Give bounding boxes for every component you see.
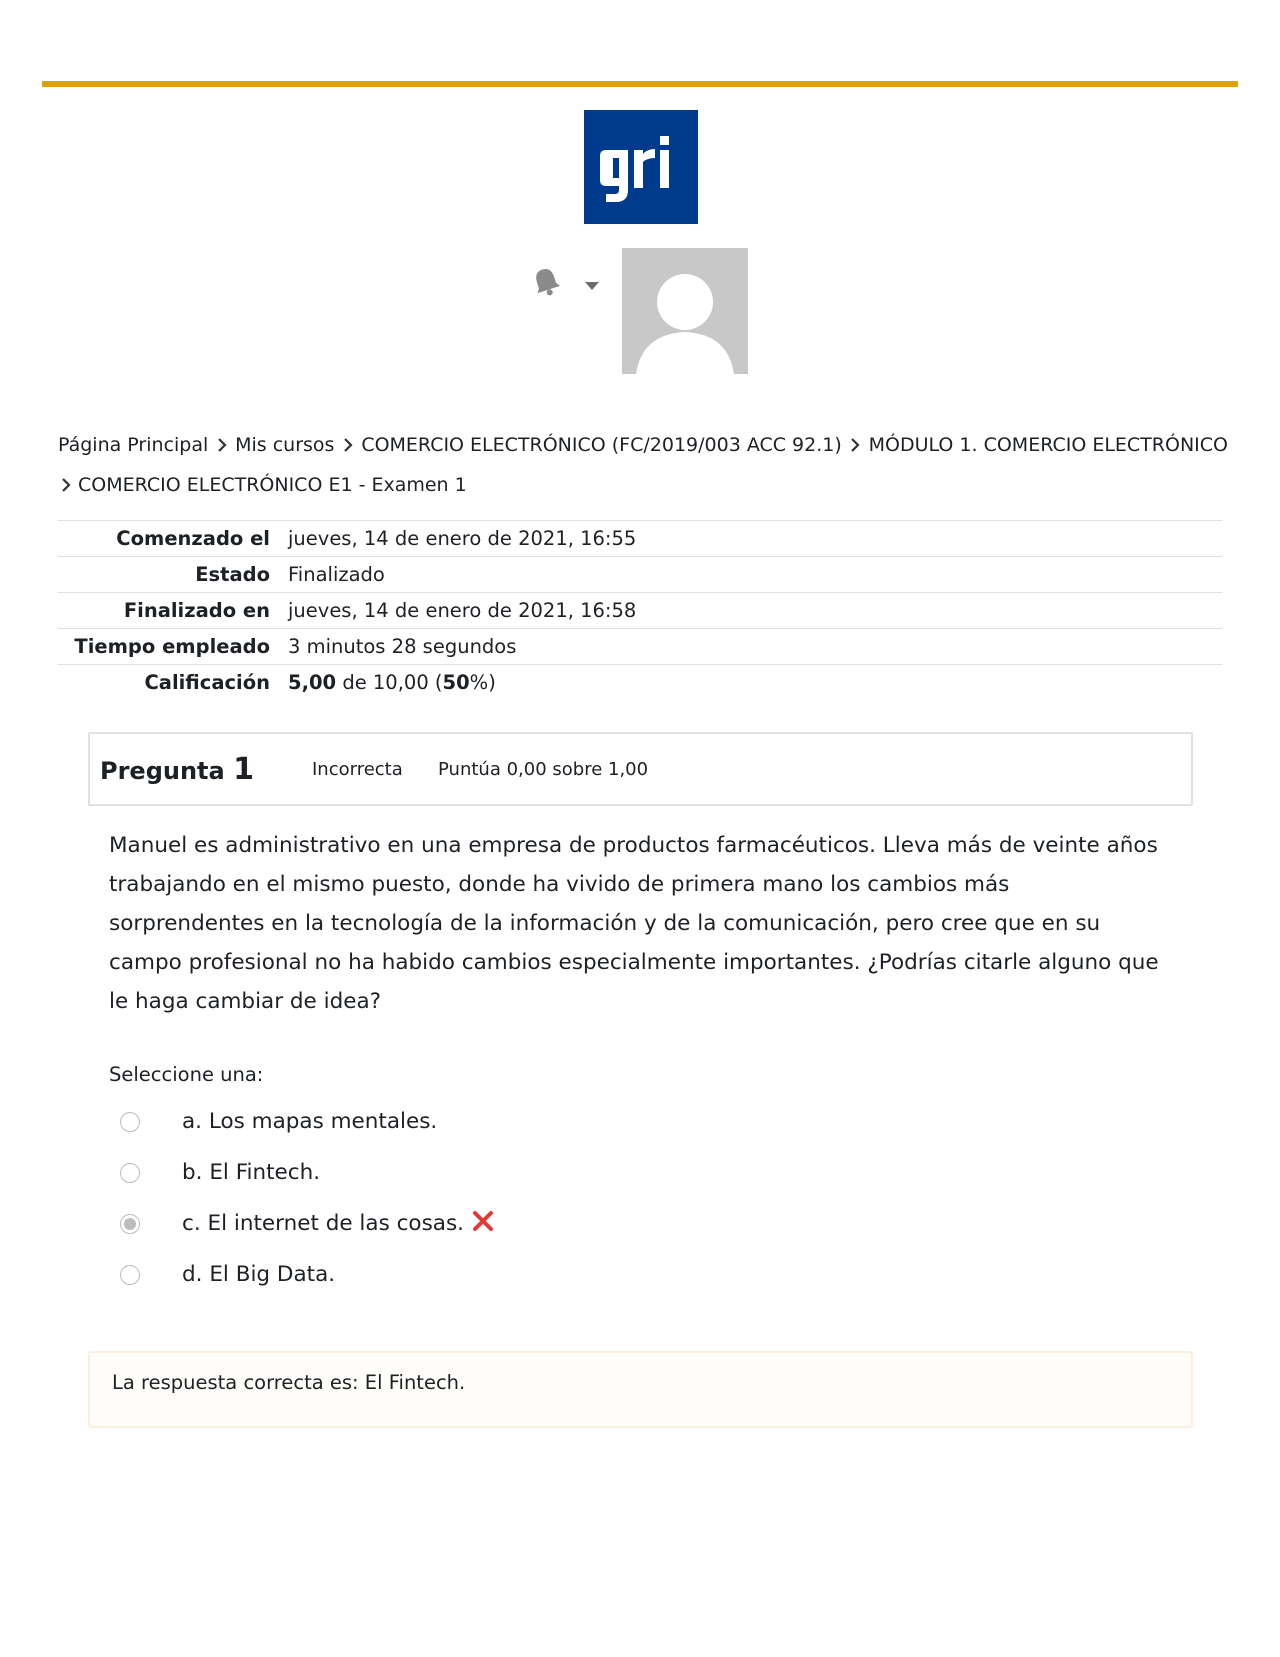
question-text-line: sorprendentes en la tecnología de la información y de la comunicación, pero cree que en su [109,911,1101,936]
summary-grade-value [288,665,1222,701]
user-menu-chevron-down-icon[interactable] [584,276,600,286]
question-label: Pregunta [100,756,225,785]
table-row [58,629,1222,665]
table-row [58,665,1222,701]
grade-of: de 10,00 ( [336,671,443,695]
answer-option-label: c. El internet de las cosas. [182,1211,464,1236]
answer-option-a[interactable] [116,1096,916,1147]
radio-button[interactable] [120,1265,140,1285]
question-info-box [88,732,1193,806]
correct-answer-feedback: La respuesta correcta es: El Fintech. [88,1351,1193,1428]
attempt-summary-table [58,520,1222,701]
summary-label: Tiempo empleado [74,635,270,658]
select-prompt: Seleccione una: [109,1063,264,1086]
user-avatar[interactable] [622,248,748,374]
answer-option-b[interactable] [116,1147,916,1198]
radio-button-selected[interactable] [120,1214,140,1234]
answer-option-label: a. Los mapas mentales. [182,1109,438,1134]
answer-option-label: b. El Fintech. [182,1160,321,1185]
chevron-right-icon [58,465,74,505]
question-text [109,826,1189,1021]
site-logo[interactable] [584,110,698,224]
grade-suffix: %) [469,671,496,695]
table-row [58,593,1222,629]
summary-value: jueves, 14 de enero de 2021, 16:58 [288,599,637,622]
grade-score: 5,00 [288,671,337,695]
question-text-line: campo profesional no ha habido cambios especialmente importantes. ¿Podrías citarle alguno que [109,950,1159,975]
chevron-right-icon [846,425,865,465]
summary-value: Finalizado [288,563,385,586]
question-text-line: Manuel es administrativo en una empresa de productos farmacéuticos. Lleva más de veinte años [109,833,1158,858]
answer-option-c[interactable] [116,1198,916,1249]
question-state: Incorrecta [312,758,403,780]
breadcrumb [58,425,1228,505]
summary-label: Estado [195,563,270,586]
answer-options [116,1096,916,1300]
table-row [58,557,1222,593]
breadcrumb-home[interactable]: Página Principal [58,434,209,456]
user-silhouette-icon [622,248,748,374]
table-row [58,521,1222,557]
summary-label: Finalizado en [123,599,270,622]
answer-option-label: d. El Big Data. [182,1262,336,1287]
summary-label: Comenzado el [116,527,270,550]
summary-value: 3 minutos 28 segundos [288,635,517,658]
notifications-bell-icon[interactable] [532,266,560,296]
grade-percent: 50 [442,671,470,695]
summary-value: jueves, 14 de enero de 2021, 16:55 [288,527,637,550]
breadcrumb-course[interactable]: COMERCIO ELECTRÓNICO (FC/2019/003 ACC 92.1) [361,434,842,456]
chevron-right-icon [212,425,231,465]
answer-option-d[interactable] [116,1249,916,1300]
breadcrumb-my-courses[interactable]: Mis cursos [235,434,335,456]
question-text-line: trabajando en el mismo puesto, donde ha vivido de primera mano los cambios más [109,872,1010,897]
radio-button[interactable] [120,1112,140,1132]
question-number: 1 [233,751,254,787]
breadcrumb-quiz[interactable]: COMERCIO ELECTRÓNICO E1 - Examen 1 [78,474,467,496]
chevron-right-icon [338,425,357,465]
incorrect-x-icon [472,1210,494,1238]
radio-button[interactable] [120,1163,140,1183]
question-title [100,752,312,787]
summary-label: Calificación [144,671,270,695]
question-grade: Puntúa 0,00 sobre 1,00 [438,758,649,780]
breadcrumb-module[interactable]: MÓDULO 1. COMERCIO ELECTRÓNICO [868,434,1228,456]
gri-logo-icon [584,110,698,224]
top-accent-bar [42,81,1238,87]
question-text-line: le haga cambiar de idea? [109,989,382,1014]
